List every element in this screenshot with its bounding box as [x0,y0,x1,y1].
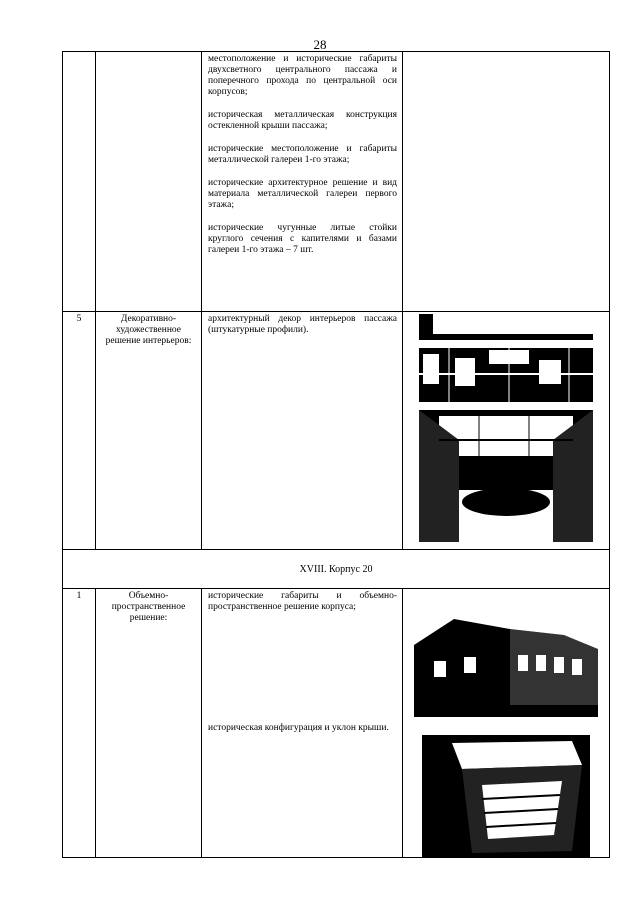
description-item: исторические габариты и объемно-пространственное решение корпуса; [208,591,397,612]
row-category [96,52,202,312]
row-description [202,589,403,858]
page-number: 28 [313,37,327,52]
row-description [202,312,403,550]
description-item: исторические местоположение и габариты металлической галереи 1-го этажа; [208,144,397,165]
row-number: 1 [63,589,96,858]
building-facade-photo [414,605,598,717]
section-title: XVIII. Корпус 20 [63,550,610,589]
table-row [63,312,610,550]
row-number: 5 [63,312,96,550]
roof-aerial-photo [422,735,590,857]
table-row [63,52,610,312]
row-category: Объемно-пространственное решение: [96,589,202,858]
description-item: историческая металлическая конструкция остекленной крыши пассажа; [208,110,397,131]
description-item: исторические архитектурное решение и вид материала металлической галереи первого этажа; [208,178,397,210]
protected-elements-table [62,51,610,858]
row-images [403,312,610,550]
description-item: историческая конфигурация и уклон крыши. [208,723,389,733]
interior-gallery-photo [419,314,593,402]
row-images [403,589,610,858]
interior-skylight-photo [419,410,593,542]
table-row [63,589,610,858]
section-header-row [63,550,610,589]
row-category: Декоративно-художественное решение интерьеров: [96,312,202,550]
description-item: исторические чугунные литые стойки круглого сечения с капителями и базами галереи 1-го этажа – 7 шт. [208,223,397,255]
description-item: местоположение и исторические габариты двухсветного центрального пассажа и поперечного прохода по центральной оси корпусов; [208,54,397,97]
row-number [63,52,96,312]
row-description [202,52,403,312]
row-images [403,52,610,312]
description-item: архитектурный декор интерьеров пассажа (штукатурные профили). [208,314,397,335]
